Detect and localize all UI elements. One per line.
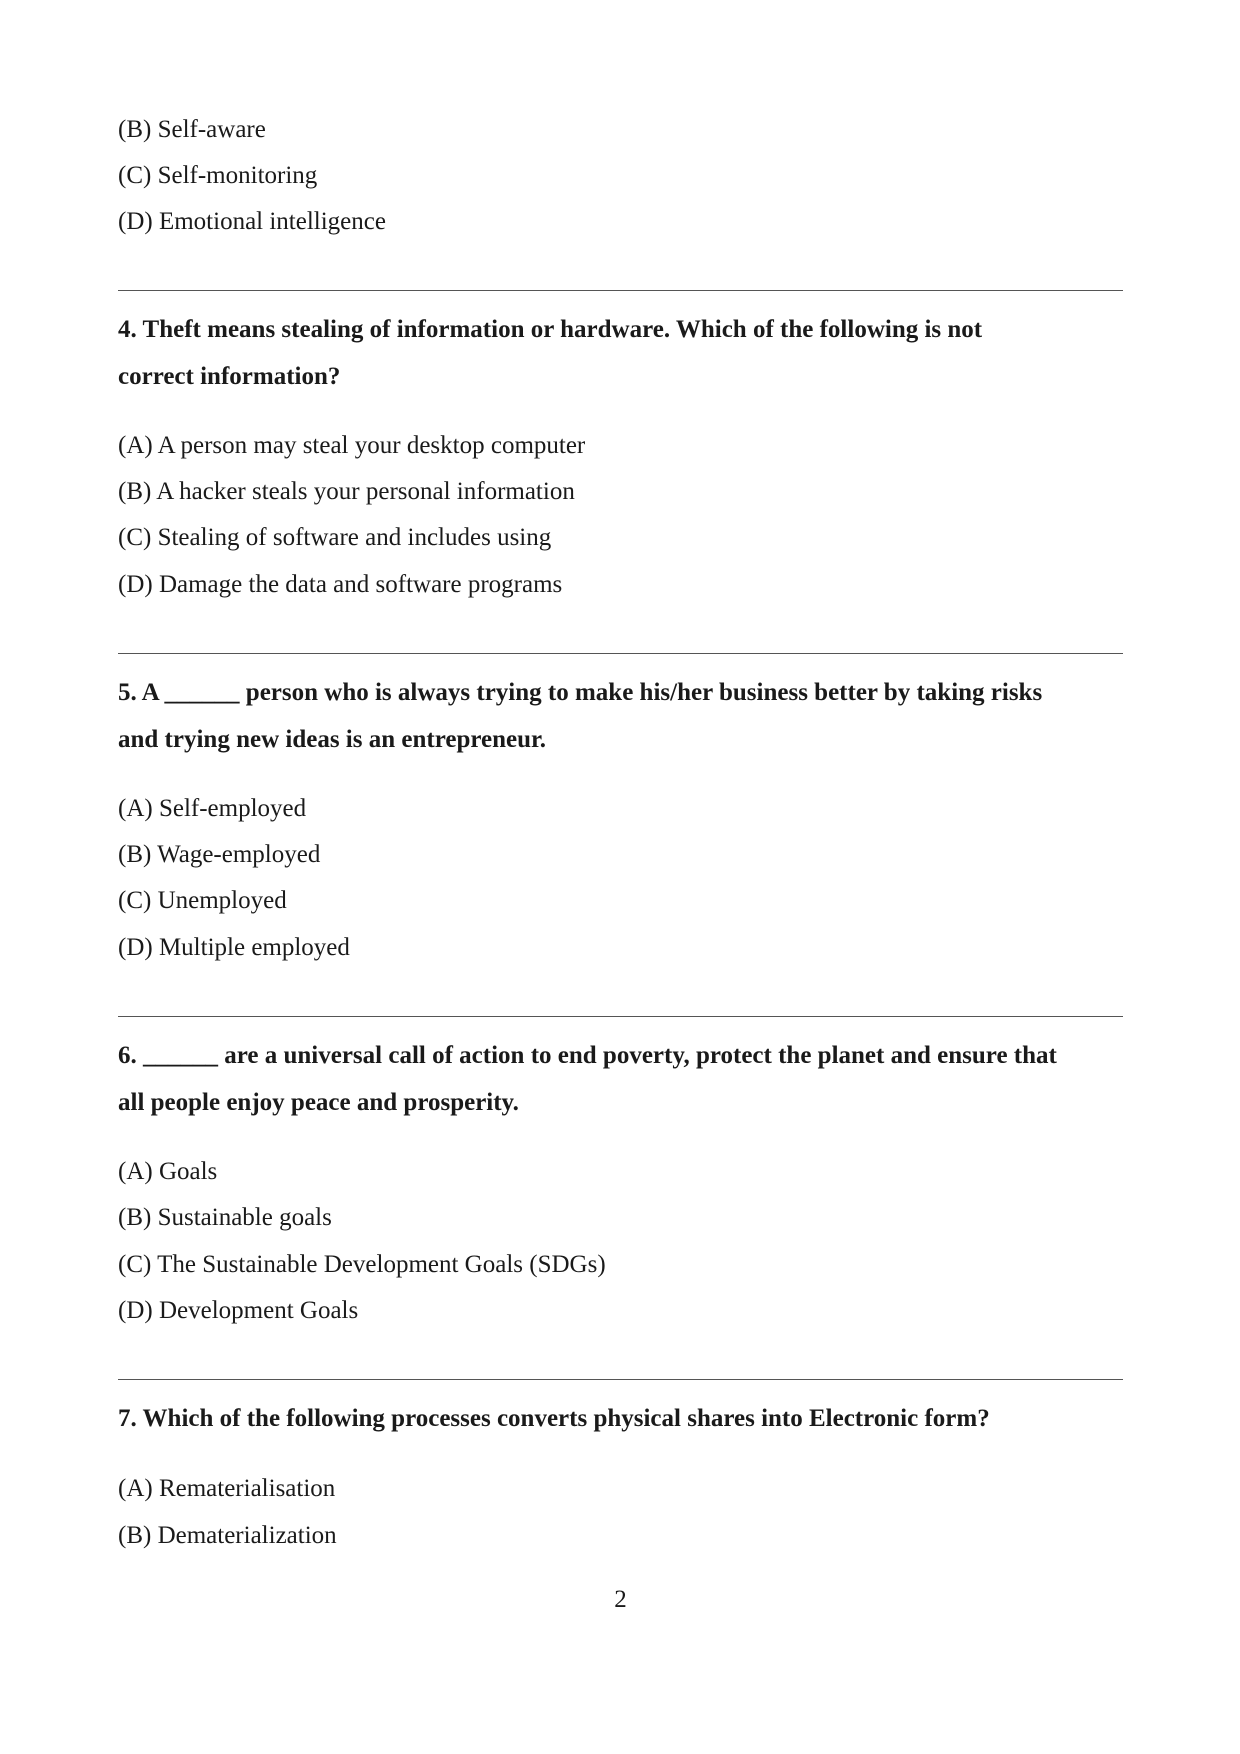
divider	[118, 1379, 1123, 1380]
option-7a: (A) Rematerialisation	[118, 1475, 336, 1502]
option-3c: (C) Self-monitoring	[118, 162, 318, 189]
option-4a: (A) A person may steal your desktop computer	[118, 432, 586, 459]
page-number: 2	[614, 1586, 627, 1613]
option-6a: (A) Goals	[118, 1158, 218, 1185]
option-6b: (B) Sustainable goals	[118, 1204, 332, 1231]
option-6c: (C) The Sustainable Development Goals (SDGs)	[118, 1251, 606, 1278]
option-3b: (B) Self-aware	[118, 116, 266, 143]
option-4b: (B) A hacker steals your personal information	[118, 478, 575, 505]
question-5-line-2: and trying new ideas is an entrepreneur.	[118, 725, 547, 753]
question-7-line-1: 7. Which of the following processes converts physical shares into Electronic form?	[118, 1405, 990, 1432]
question-6-line-1: 6. ______ are a universal call of action to end poverty, protect the planet and ensure that	[118, 1042, 1057, 1069]
question-5	[118, 670, 1123, 763]
divider	[118, 290, 1123, 291]
option-5b: (B) Wage-employed	[118, 841, 321, 868]
document-page	[118, 0, 1123, 1754]
option-5c: (C) Unemployed	[118, 887, 287, 914]
option-6d: (D) Development Goals	[118, 1297, 359, 1324]
option-4d: (D) Damage the data and software programs	[118, 571, 563, 598]
question-7	[118, 1396, 1123, 1443]
option-5a: (A) Self-employed	[118, 795, 307, 822]
question-4-line-2: correct information?	[118, 362, 341, 390]
question-5-line-1: 5. A ______ person who is always trying to make his/her business better by taking risks	[118, 679, 1043, 706]
divider	[118, 653, 1123, 654]
divider	[118, 1016, 1123, 1017]
question-4	[118, 307, 1123, 400]
question-6	[118, 1033, 1123, 1126]
option-4c: (C) Stealing of software and includes using	[118, 524, 552, 551]
question-4-line-1: 4. Theft means stealing of information or hardware. Which of the following is not	[118, 316, 983, 343]
question-6-line-2: all people enjoy peace and prosperity.	[118, 1088, 519, 1116]
option-3d: (D) Emotional intelligence	[118, 208, 386, 235]
option-5d: (D) Multiple employed	[118, 934, 350, 961]
option-7b: (B) Dematerialization	[118, 1522, 337, 1549]
